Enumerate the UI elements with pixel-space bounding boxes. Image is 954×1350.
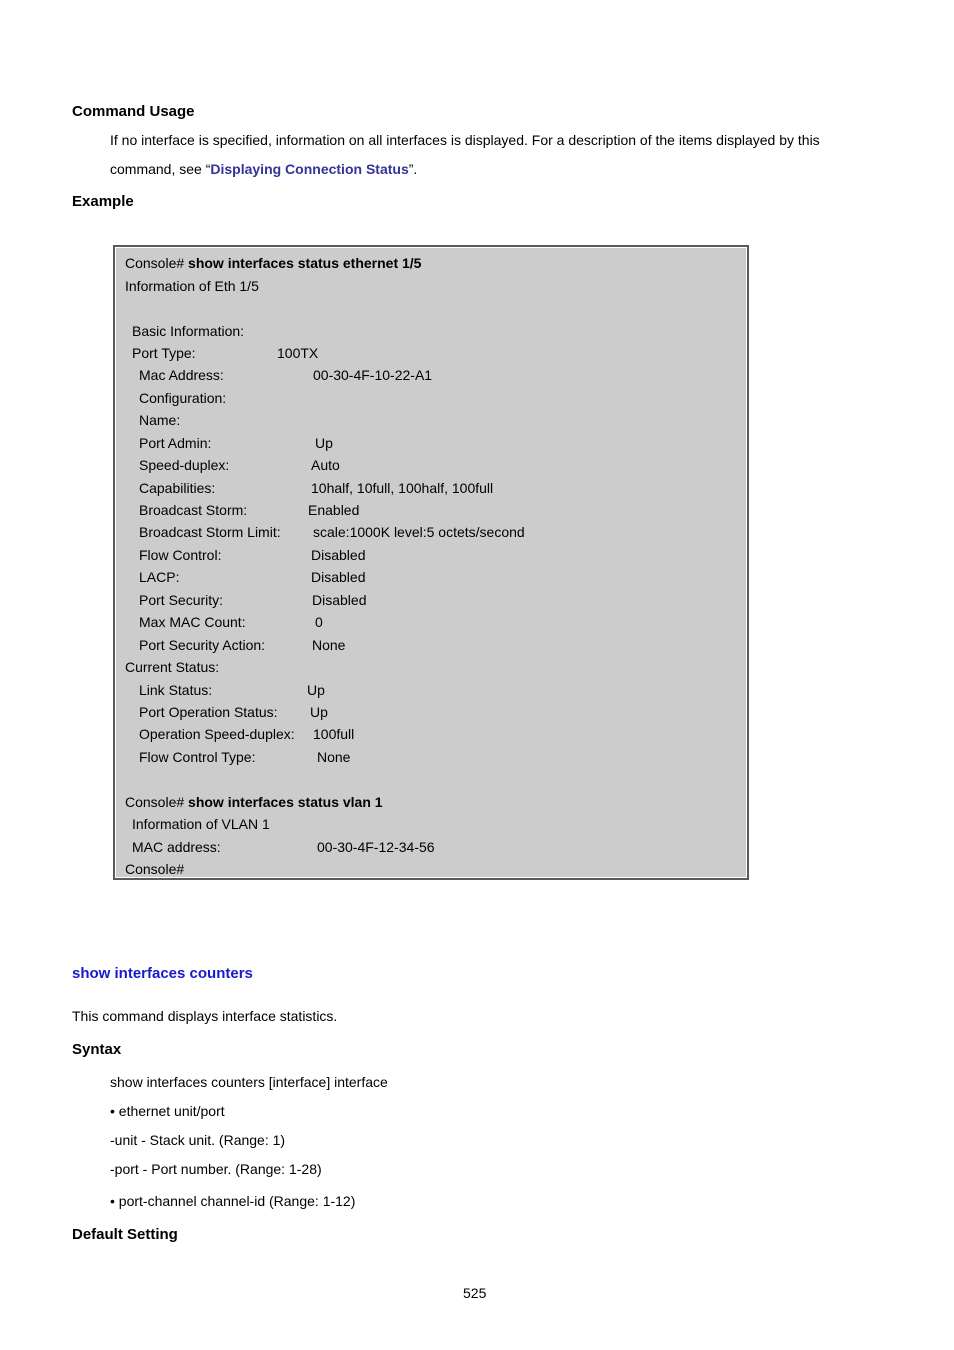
console-port-type-label: Port Type: <box>132 345 196 361</box>
default-setting-heading: Default Setting <box>72 1226 178 1243</box>
console-ps-action-value: None <box>312 637 346 653</box>
console-info-vlan: Information of VLAN 1 <box>132 816 270 832</box>
console-basic-info: Basic Information: <box>132 323 245 339</box>
console-max-mac-label: Max MAC Count: <box>139 614 246 630</box>
console-speed-duplex-value: Auto <box>311 457 340 473</box>
console-mac-value: 00-30-4F-10-22-A1 <box>313 367 433 383</box>
syntax-heading: Syntax <box>72 1041 122 1058</box>
page-number: 525 <box>463 1285 487 1301</box>
console-cmd2: show interfaces status vlan 1 <box>188 794 383 810</box>
console-op-speed-label: Operation Speed-duplex: <box>139 726 295 742</box>
command-usage-line2 <box>110 161 417 177</box>
console-ps-action-label: Port Security Action: <box>139 637 266 653</box>
console-fct-label: Flow Control Type: <box>139 749 256 765</box>
console-port-type-value: 100TX <box>277 345 319 361</box>
counters-description: This command displays interface statistics. <box>72 1008 338 1024</box>
console-config-label: Configuration: <box>139 390 227 406</box>
syntax-bullet-port-channel: • port-channel channel-id (Range: 1-12) <box>110 1193 356 1209</box>
syntax-line: show interfaces counters [interface] interface <box>110 1074 388 1090</box>
console-cmd1-line <box>125 255 421 271</box>
console-port-security-value: Disabled <box>312 592 367 608</box>
console-port-op-value: Up <box>310 704 328 720</box>
command-usage-line2-prefix: command, see “ <box>110 161 211 177</box>
console-fct-value: None <box>317 749 351 765</box>
console-cmd2-line <box>125 794 383 810</box>
console-port-security-label: Port Security: <box>139 592 224 608</box>
console-example-box <box>113 245 749 880</box>
console-port-admin-value: Up <box>315 435 333 451</box>
console-lacp-value: Disabled <box>311 569 366 585</box>
console-max-mac-value: 0 <box>315 614 323 630</box>
syntax-port-line: -port - Port number. (Range: 1-28) <box>110 1161 322 1177</box>
command-usage-line1: If no interface is specified, information on all interfaces is displayed. For a description of the items displayed by this <box>110 132 820 148</box>
console-current-status: Current Status: <box>125 659 220 675</box>
console-bcast-limit-value: scale:1000K level:5 octets/second <box>313 524 525 540</box>
syntax-bullet-ethernet: • ethernet unit/port <box>110 1103 225 1119</box>
console-info-eth: Information of Eth 1/5 <box>125 278 259 294</box>
console-capabilities-label: Capabilities: <box>139 480 216 496</box>
command-usage-line2-suffix: ”. <box>408 161 418 177</box>
console-link-status-value: Up <box>307 682 325 698</box>
console-capabilities-value: 10half, 10full, 100half, 100full <box>311 480 494 496</box>
console-port-admin-label: Port Admin: <box>139 435 212 451</box>
console-flow-control-label: Flow Control: <box>139 547 222 563</box>
console-bcast-storm-label: Broadcast Storm: <box>139 502 248 518</box>
console-lacp-label: LACP: <box>139 569 180 585</box>
console-flow-control-value: Disabled <box>311 547 366 563</box>
console-speed-duplex-label: Speed-duplex: <box>139 457 230 473</box>
console-name-label: Name: <box>139 412 181 428</box>
console-prompt-2: Console# <box>125 794 185 810</box>
displaying-connection-status-link[interactable]: Displaying Connection Status <box>210 161 409 177</box>
console-final-prompt: Console# <box>125 861 185 877</box>
console-op-speed-value: 100full <box>313 726 355 742</box>
console-vlan-mac-label: MAC address: <box>132 839 221 855</box>
command-usage-heading: Command Usage <box>72 103 195 120</box>
console-bcast-storm-value: Enabled <box>308 502 360 518</box>
counters-section-title[interactable]: show interfaces counters <box>72 965 253 982</box>
console-link-status-label: Link Status: <box>139 682 213 698</box>
console-vlan-mac-value: 00-30-4F-12-34-56 <box>317 839 435 855</box>
console-cmd1: show interfaces status ethernet 1/5 <box>188 255 422 271</box>
console-port-op-label: Port Operation Status: <box>139 704 278 720</box>
console-mac-label: Mac Address: <box>139 367 224 383</box>
syntax-unit-line: -unit - Stack unit. (Range: 1) <box>110 1132 286 1148</box>
console-bcast-limit-label: Broadcast Storm Limit: <box>139 524 281 540</box>
console-prompt: Console# <box>125 255 185 271</box>
example-heading: Example <box>72 193 134 210</box>
